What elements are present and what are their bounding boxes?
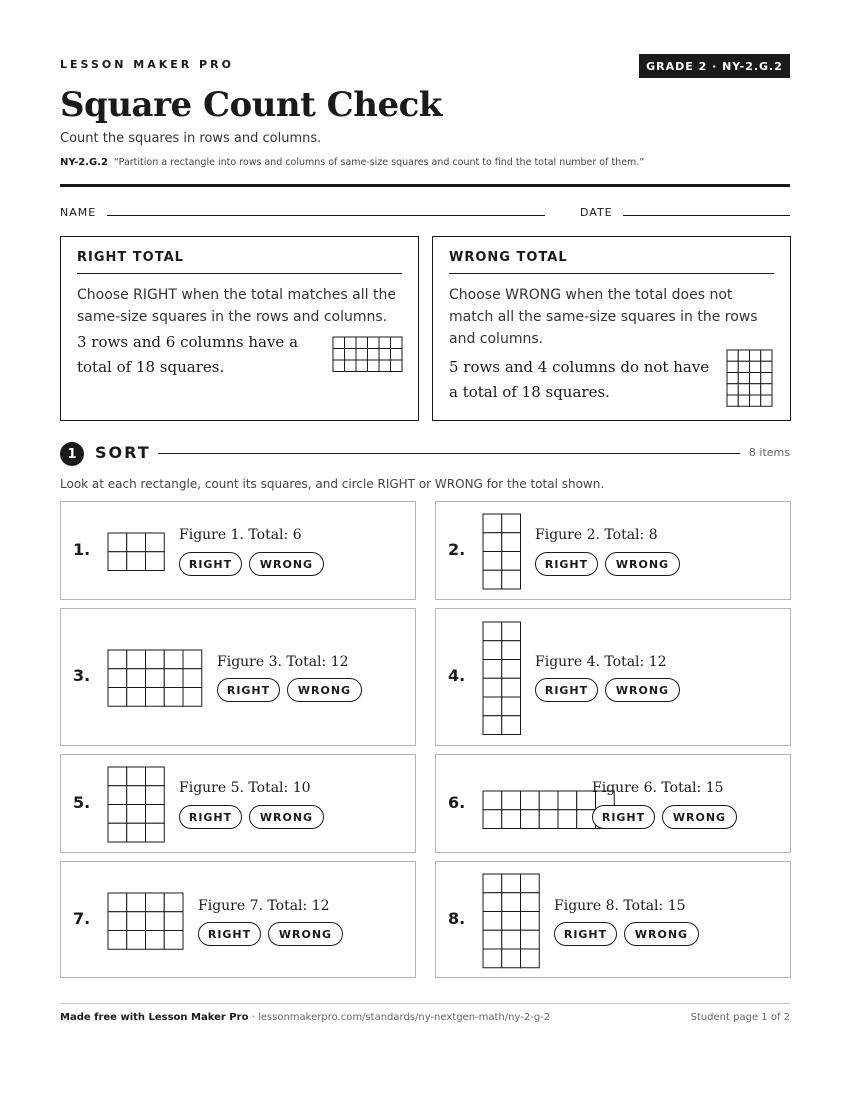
grid-square <box>333 360 345 372</box>
grid-square <box>108 767 127 786</box>
brand-name: LESSON MAKER PRO <box>60 58 234 71</box>
grid-square <box>539 791 558 810</box>
item-count: 8 items <box>748 446 790 459</box>
item-number: 6. <box>448 793 466 812</box>
grid-square <box>164 912 183 931</box>
grid-square <box>483 893 502 912</box>
item-4-figure-text: Figure 4. Total: 12 <box>535 654 667 670</box>
grid-square <box>164 931 183 950</box>
right-total-example: 3 rows and 6 columns have a total of 18 squares. <box>77 333 299 376</box>
grid-square <box>164 669 183 688</box>
grid-square <box>146 533 165 552</box>
grid-square <box>539 810 558 829</box>
item-3-right-button[interactable]: RIGHT <box>217 678 280 702</box>
grid-square <box>483 697 502 716</box>
item-8-figure-text: Figure 8. Total: 15 <box>554 898 686 914</box>
grid-square <box>761 361 772 372</box>
grid-square <box>761 395 772 406</box>
grid-square <box>127 533 146 552</box>
grid-square <box>164 650 183 669</box>
grid-square <box>502 912 521 931</box>
grid-square <box>727 395 738 406</box>
item-number: 7. <box>73 909 91 928</box>
grid-square <box>108 786 127 805</box>
grid-square <box>356 360 368 372</box>
grid-square <box>345 349 357 361</box>
page-title: Square Count Check <box>60 85 442 125</box>
item-card-2 <box>435 501 791 600</box>
grid-square <box>146 552 165 571</box>
grid-square <box>146 688 165 707</box>
grid-square <box>183 650 202 669</box>
grid-square <box>379 349 391 361</box>
footer-made-with: Made free with Lesson Maker Pro <box>60 1012 249 1023</box>
section-title: SORT <box>95 443 151 462</box>
grid-square <box>502 716 521 735</box>
name-field[interactable] <box>107 215 545 216</box>
grid-square <box>750 350 761 361</box>
grid-square <box>502 791 521 810</box>
item-6-wrong-button[interactable]: WRONG <box>662 805 737 829</box>
grid-square <box>127 893 146 912</box>
item-4-wrong-button[interactable]: WRONG <box>605 678 680 702</box>
grid-square <box>738 350 749 361</box>
item-8-choices <box>554 922 699 946</box>
grid-square <box>738 373 749 384</box>
grid-square <box>521 912 540 931</box>
item-8-right-button[interactable]: RIGHT <box>554 922 617 946</box>
grid-square <box>146 650 165 669</box>
grid-square <box>483 570 502 589</box>
grid-square <box>727 384 738 395</box>
grid-square <box>127 767 146 786</box>
grid-square <box>502 552 521 571</box>
item-4-right-button[interactable]: RIGHT <box>535 678 598 702</box>
grid-square <box>521 930 540 949</box>
item-8-grid <box>482 873 540 969</box>
grid-square <box>164 893 183 912</box>
grid-square <box>108 669 127 688</box>
grid-square <box>483 912 502 931</box>
grid-square <box>502 893 521 912</box>
grid-square <box>761 384 772 395</box>
standard-text: “Partition a rectangle into rows and columns of same-size squares and count to find the total number of them.” <box>114 157 645 168</box>
grid-square <box>108 805 127 824</box>
item-6-figure-text: Figure 6. Total: 15 <box>592 780 724 796</box>
item-2-right-button[interactable]: RIGHT <box>535 552 598 576</box>
grid-square <box>750 395 761 406</box>
grid-square <box>727 373 738 384</box>
wrong-total-description: Choose WRONG when the total does not match all the same-size squares in the rows and columns. <box>449 287 758 347</box>
grid-square <box>483 514 502 533</box>
grid-square <box>750 373 761 384</box>
grid-square <box>738 395 749 406</box>
right-example-grid <box>332 336 403 373</box>
item-7-right-button[interactable]: RIGHT <box>198 922 261 946</box>
wrong-total-heading: WRONG TOTAL <box>449 250 774 274</box>
grid-square <box>502 514 521 533</box>
item-1-choices <box>179 552 324 576</box>
item-card-7 <box>60 861 416 978</box>
grid-square <box>483 660 502 679</box>
grid-square <box>502 660 521 679</box>
grid-square <box>146 823 165 842</box>
grid-square <box>391 349 403 361</box>
grid-square <box>108 533 127 552</box>
grid-square <box>108 893 127 912</box>
grid-square <box>502 622 521 641</box>
grid-square <box>183 688 202 707</box>
grid-square <box>127 650 146 669</box>
item-2-grid <box>482 513 522 590</box>
grid-square <box>333 349 345 361</box>
grid-square <box>483 622 502 641</box>
item-card-4 <box>435 608 791 746</box>
grade-badge: GRADE 2 · NY-2.G.2 <box>639 54 790 78</box>
grid-square <box>502 930 521 949</box>
item-2-figure-text: Figure 2. Total: 8 <box>535 527 658 543</box>
grid-square <box>108 931 127 950</box>
item-4-grid <box>482 621 522 736</box>
grid-square <box>379 337 391 349</box>
grid-square <box>521 810 540 829</box>
grid-square <box>146 893 165 912</box>
grid-square <box>108 552 127 571</box>
grid-square <box>379 360 391 372</box>
grid-square <box>727 350 738 361</box>
grid-square <box>483 533 502 552</box>
grid-square <box>738 361 749 372</box>
right-total-rule-box <box>60 236 419 421</box>
grid-square <box>761 373 772 384</box>
grid-square <box>146 931 165 950</box>
footer-page-number: Student page 1 of 2 <box>690 1012 790 1023</box>
grid-square <box>127 805 146 824</box>
grid-square <box>502 949 521 968</box>
grid-square <box>127 823 146 842</box>
grid-square <box>146 669 165 688</box>
item-3-wrong-button[interactable]: WRONG <box>287 678 362 702</box>
item-card-1 <box>60 501 416 600</box>
grid-square <box>356 349 368 361</box>
section-instructions: Look at each rectangle, count its squares, and circle RIGHT or WRONG for the total shown. <box>60 477 605 491</box>
grid-square <box>108 912 127 931</box>
section-number-badge: 1 <box>60 442 84 466</box>
grid-square <box>521 893 540 912</box>
grid-square <box>108 688 127 707</box>
item-6-right-button[interactable]: RIGHT <box>592 805 655 829</box>
grid-square <box>108 650 127 669</box>
item-card-8 <box>435 861 791 978</box>
standard-code: NY-2.G.2 <box>60 157 109 168</box>
grid-square <box>127 688 146 707</box>
item-number: 2. <box>448 540 466 559</box>
item-7-choices <box>198 922 343 946</box>
item-5-wrong-button[interactable]: WRONG <box>249 805 324 829</box>
grid-square <box>127 552 146 571</box>
grid-square <box>558 810 577 829</box>
grid-square <box>483 791 502 810</box>
item-card-5 <box>60 754 416 853</box>
grid-square <box>483 874 502 893</box>
grid-square <box>502 678 521 697</box>
grid-square <box>127 931 146 950</box>
grid-square <box>502 874 521 893</box>
right-total-description: Choose RIGHT when the total matches all the same-size squares in the rows and columns. <box>77 287 396 325</box>
item-2-choices <box>535 552 680 576</box>
item-number: 4. <box>448 666 466 685</box>
grid-square <box>368 337 380 349</box>
footer-divider <box>60 1003 790 1004</box>
grid-square <box>502 697 521 716</box>
grid-square <box>183 669 202 688</box>
grid-square <box>127 786 146 805</box>
item-5-choices <box>179 805 324 829</box>
item-5-right-button[interactable]: RIGHT <box>179 805 242 829</box>
item-number: 3. <box>73 666 91 685</box>
grid-square <box>502 570 521 589</box>
item-3-choices <box>217 678 362 702</box>
grid-square <box>368 360 380 372</box>
item-3-figure-text: Figure 3. Total: 12 <box>217 654 349 670</box>
wrong-total-example: 5 rows and 4 columns do not have a total of 18 squares. <box>449 358 710 401</box>
grid-square <box>727 361 738 372</box>
footer-credit <box>60 1012 550 1023</box>
item-4-choices <box>535 678 680 702</box>
standard-line <box>60 157 644 168</box>
grid-square <box>521 791 540 810</box>
grid-square <box>502 533 521 552</box>
grid-square <box>127 912 146 931</box>
name-label: NAME <box>60 206 97 219</box>
grid-square <box>502 641 521 660</box>
grid-square <box>345 337 357 349</box>
grid-square <box>483 552 502 571</box>
item-number: 1. <box>73 540 91 559</box>
grid-square <box>483 641 502 660</box>
grid-square <box>483 678 502 697</box>
page-subtitle: Count the squares in rows and columns. <box>60 131 322 146</box>
header-divider <box>60 184 790 187</box>
grid-square <box>146 767 165 786</box>
grid-square <box>558 791 577 810</box>
grid-square <box>146 912 165 931</box>
grid-square <box>345 360 357 372</box>
grid-square <box>761 350 772 361</box>
grid-square <box>750 361 761 372</box>
item-8-wrong-button[interactable]: WRONG <box>624 922 699 946</box>
grid-square <box>108 823 127 842</box>
grid-square <box>146 805 165 824</box>
item-2-wrong-button[interactable]: WRONG <box>605 552 680 576</box>
grid-square <box>738 384 749 395</box>
grid-square <box>333 337 345 349</box>
grid-square <box>356 337 368 349</box>
grid-square <box>127 669 146 688</box>
item-7-grid <box>107 892 184 950</box>
grid-square <box>502 810 521 829</box>
item-5-figure-text: Figure 5. Total: 10 <box>179 780 311 796</box>
grid-square <box>368 349 380 361</box>
right-total-heading: RIGHT TOTAL <box>77 250 402 274</box>
grid-square <box>391 360 403 372</box>
grid-square <box>391 337 403 349</box>
item-7-wrong-button[interactable]: WRONG <box>268 922 343 946</box>
grid-square <box>483 810 502 829</box>
item-1-figure-text: Figure 1. Total: 6 <box>179 527 302 543</box>
section-divider <box>158 453 740 454</box>
grid-square <box>146 786 165 805</box>
wrong-total-rule-box <box>432 236 791 421</box>
item-card-6 <box>435 754 791 853</box>
item-number: 8. <box>448 909 466 928</box>
item-card-3 <box>60 608 416 746</box>
item-5-grid <box>107 766 165 843</box>
item-1-wrong-button[interactable]: WRONG <box>249 552 324 576</box>
date-field[interactable] <box>623 215 790 216</box>
item-7-figure-text: Figure 7. Total: 12 <box>198 898 330 914</box>
item-3-grid <box>107 649 203 707</box>
item-1-grid <box>107 532 165 572</box>
grid-square <box>521 874 540 893</box>
wrong-example-grid <box>726 349 773 407</box>
date-label: DATE <box>580 206 613 219</box>
item-6-choices <box>592 805 737 829</box>
footer-url[interactable]: · lessonmakerpro.com/standards/ny-nextgen-math/ny-2-g-2 <box>248 1012 551 1023</box>
grid-square <box>521 949 540 968</box>
item-number: 5. <box>73 793 91 812</box>
grid-square <box>483 930 502 949</box>
grid-square <box>483 949 502 968</box>
item-1-right-button[interactable]: RIGHT <box>179 552 242 576</box>
grid-square <box>164 688 183 707</box>
grid-square <box>483 716 502 735</box>
grid-square <box>750 384 761 395</box>
